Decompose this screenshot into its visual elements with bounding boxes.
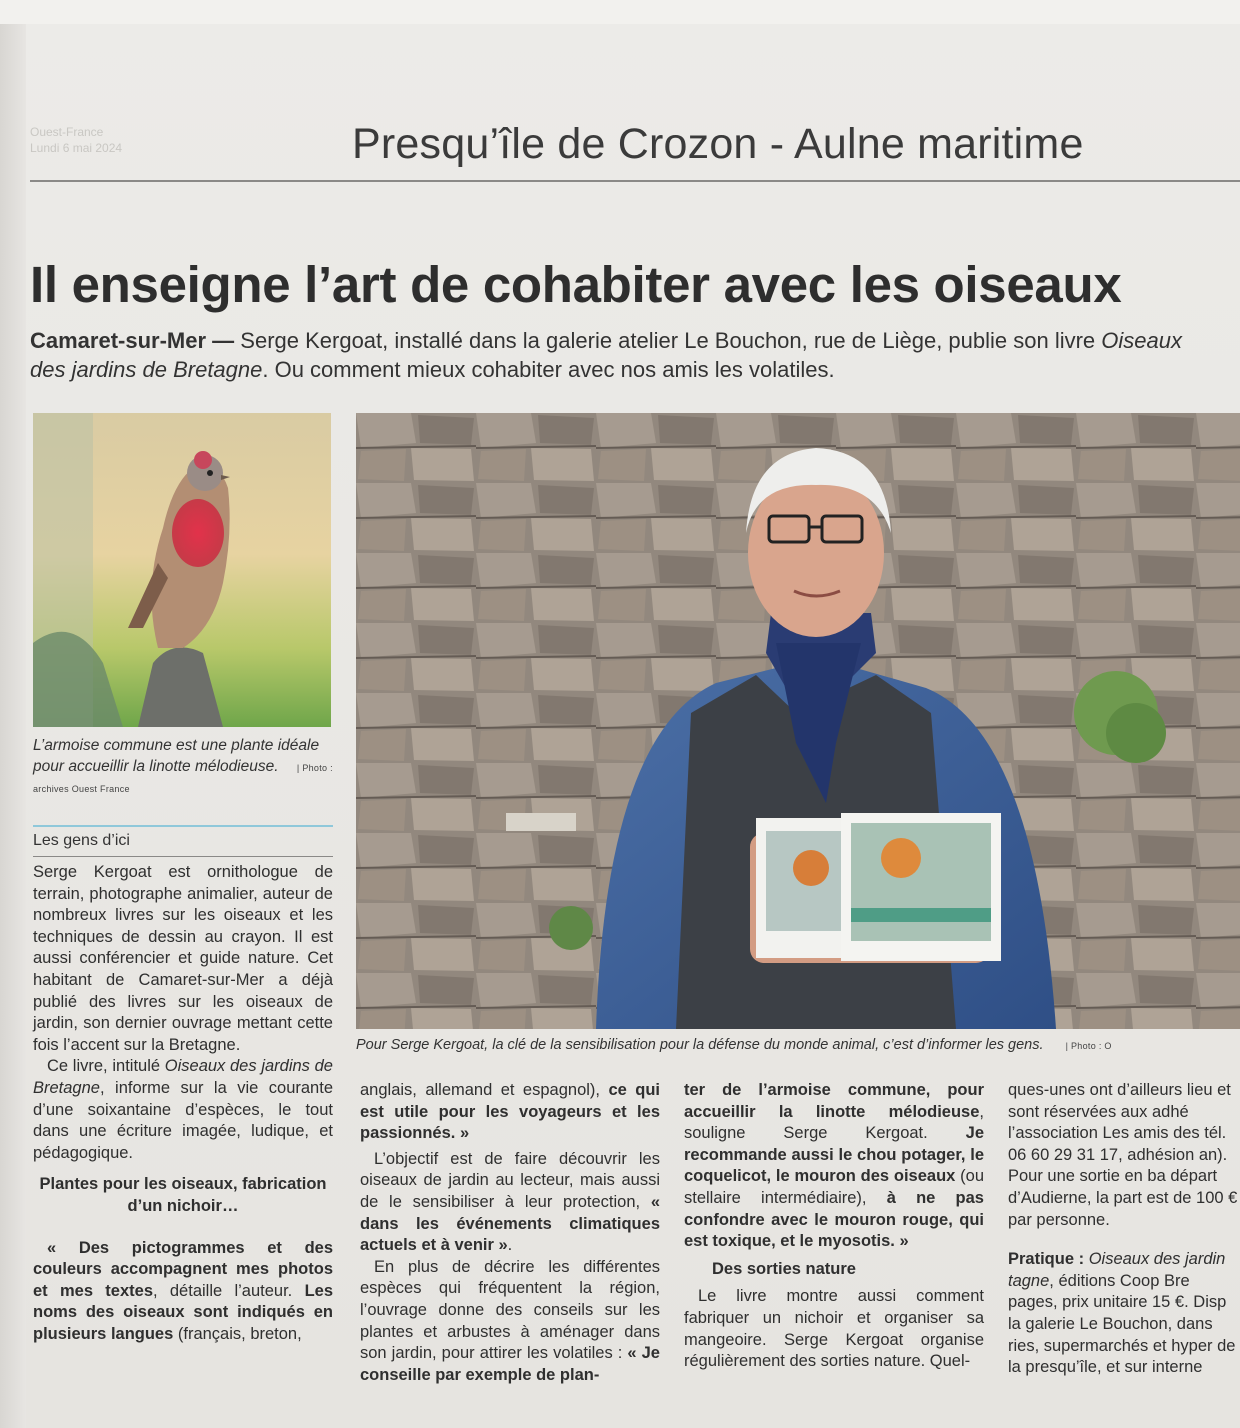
col2-p1-a: anglais, allemand et espagnol) <box>360 1081 596 1099</box>
serge-kergoat-photo <box>356 413 1240 1029</box>
gens-dici-divider <box>33 856 333 857</box>
gens-dici-paragraph-2 <box>33 1056 333 1164</box>
quote-paragraph <box>33 1238 333 1346</box>
main-photo-credit: | Photo : O <box>1065 1041 1112 1051</box>
small-photo-credit: | Photo : archives Ouest France <box>33 762 333 794</box>
col2-paragraph-3 <box>360 1257 660 1387</box>
col3-p1-a: ter de l’armoise commune, pour accueillir la linotte mélodieuse <box>684 1081 984 1121</box>
lede-book-title: Oiseaux des jardins de Bretagne <box>30 328 1182 382</box>
col2-paragraph-2 <box>360 1149 660 1257</box>
col2-p3-b: « Je conseille par exemple de plan- <box>360 1344 660 1384</box>
col3-paragraph-1 <box>684 1080 984 1253</box>
lede-place: Camaret-sur-Mer — <box>30 328 235 353</box>
article-lede <box>30 326 1220 384</box>
col2-p2-a: L’objectif est de faire découvrir les oiseaux de jardin au lecteur, mais aussi de le sensibiliser à leur protection, <box>360 1149 660 1211</box>
p2-book-title: Oiseaux des jardins de Bretagne <box>33 1057 333 1097</box>
gens-dici-title: Les gens d’ici <box>33 832 130 849</box>
page-left-shadow <box>0 0 26 1428</box>
pratique-text: , éditions Coop Bre pages, prix unitaire 15 €. Disp la galerie Le Bouchon, dans ries, supermarchés et hyper de la presqu’île, et sur interne <box>1008 1271 1236 1377</box>
section-title: Presqu’île de Crozon - Aulne maritime <box>352 120 1084 168</box>
small-caption-text: L’armoise commune est une plante idéale pour accueillir la linotte mélodieuse. <box>33 737 320 775</box>
quote-text-b: , détaille l’auteur. <box>153 1281 305 1300</box>
lede-text-1: Serge Kergoat, installé dans la galerie atelier Le Bouchon, rue de Liège, publie son livre <box>234 328 1102 353</box>
quote-bold-c: Les noms des oiseaux sont indiqués en plusieurs langues <box>33 1281 333 1343</box>
main-caption-text: Pour Serge Kergoat, la clé de la sensibilisation pour la défense du monde animal, c’est d’informer les gens. <box>356 1037 1044 1053</box>
p2-text-a: Ce livre, intitulé <box>47 1057 165 1076</box>
small-photo-caption <box>33 736 333 800</box>
lede-text-2: . Ou comment mieux cohabiter avec nos amis les volatiles. <box>262 357 835 382</box>
subhead-sorties-nature: Des sorties nature <box>712 1259 856 1278</box>
pratique-book-title: Oiseaux des jardin tagne <box>1008 1250 1226 1290</box>
ghost-masthead-2: Lundi 6 mai 2024 <box>30 141 123 155</box>
column-4 <box>1008 1080 1240 1379</box>
main-photo <box>356 413 1240 1029</box>
col4-paragraph-1: ques-unes ont d’ailleurs lieu et sont réservées aux adhé l’association Les amis des tél. 06 60 29 31 17, adhésion an). Pour une sortie en ba départ d’Audierne, la part est de 100 € par personne. <box>1008 1081 1238 1229</box>
page-top-edge <box>0 0 1240 24</box>
linnet-photo <box>33 413 331 727</box>
ghost-masthead-1: Ouest-France <box>30 125 104 139</box>
col2-p1-c: ce qui est utile pour les voyageurs et les passionnés. » <box>360 1081 660 1143</box>
quote-text-d: (français, breton, <box>173 1324 302 1343</box>
subhead-plantes-nichoir: Plantes pour les oiseaux, fabrication d’un nichoir… <box>39 1175 327 1215</box>
p2-text-b: , informe sur la vie courante d’une soixantaine d’espèces, le tout dans une écriture imagée, ludique, et pédagogique. <box>33 1078 333 1162</box>
gens-dici-paragraph-1: Serge Kergoat est ornithologue de terrain, photographe animalier, auteur de nombreux livres sur les oiseaux et les techniques de dessin au crayon. Il est aussi conférencier et guide nature. Cet habitant de Camaret-sur-Mer a déjà publié des livres sur les oiseaux de jardin, son dernier ouvrage mettant cette fois l’accent sur la Bretagne. <box>33 863 333 1054</box>
col2-p1-b: , <box>595 1081 609 1099</box>
col3-p1-b: , souligne Serge Kergoat. <box>684 1102 984 1143</box>
quote-bold-a: « Des pictogrammes et des couleurs accompagnent mes photos et mes textes <box>33 1238 333 1300</box>
section-divider <box>30 180 1240 182</box>
gens-dici-top-rule <box>33 825 333 827</box>
col2-p2-b: « dans les événements climatiques actuels et à venir » <box>360 1192 660 1255</box>
column-3 <box>684 1080 984 1373</box>
col2-paragraph-1 <box>360 1080 660 1145</box>
col2-p2-c: . <box>507 1236 513 1255</box>
col3-p1-c: Je recommande aussi le chou potager, le coquelicot, le mouron des oiseaux <box>684 1124 984 1186</box>
main-photo-caption <box>356 1037 1240 1053</box>
column-1 <box>33 862 333 1345</box>
linnet-bird-image <box>33 413 331 727</box>
col3-p1-e: à ne pas confondre avec le mouron rouge, qui est toxique, et le myosotis. » <box>684 1188 984 1251</box>
col3-p1-d: (ou stellaire intermédiaire), <box>684 1167 984 1207</box>
col4-pratique <box>1008 1249 1240 1379</box>
column-2 <box>360 1080 660 1386</box>
col3-paragraph-2: Le livre montre aussi comment fabriquer un nichoir et organiser sa mangeoire. Serge Kergoat organise régulièrement des sorties nature. Quel- <box>684 1287 984 1371</box>
article-headline: Il enseigne l’art de cohabiter avec les oiseaux <box>30 256 1122 313</box>
pratique-label: Pratique : <box>1008 1250 1089 1269</box>
col2-p3-a: En plus de décrire les différentes espèces qui fréquentent la région, l’ouvrage donne des conseils sur les plantes et arbustes à aménager dans son jardin, pour attirer les volatiles : <box>360 1257 660 1363</box>
